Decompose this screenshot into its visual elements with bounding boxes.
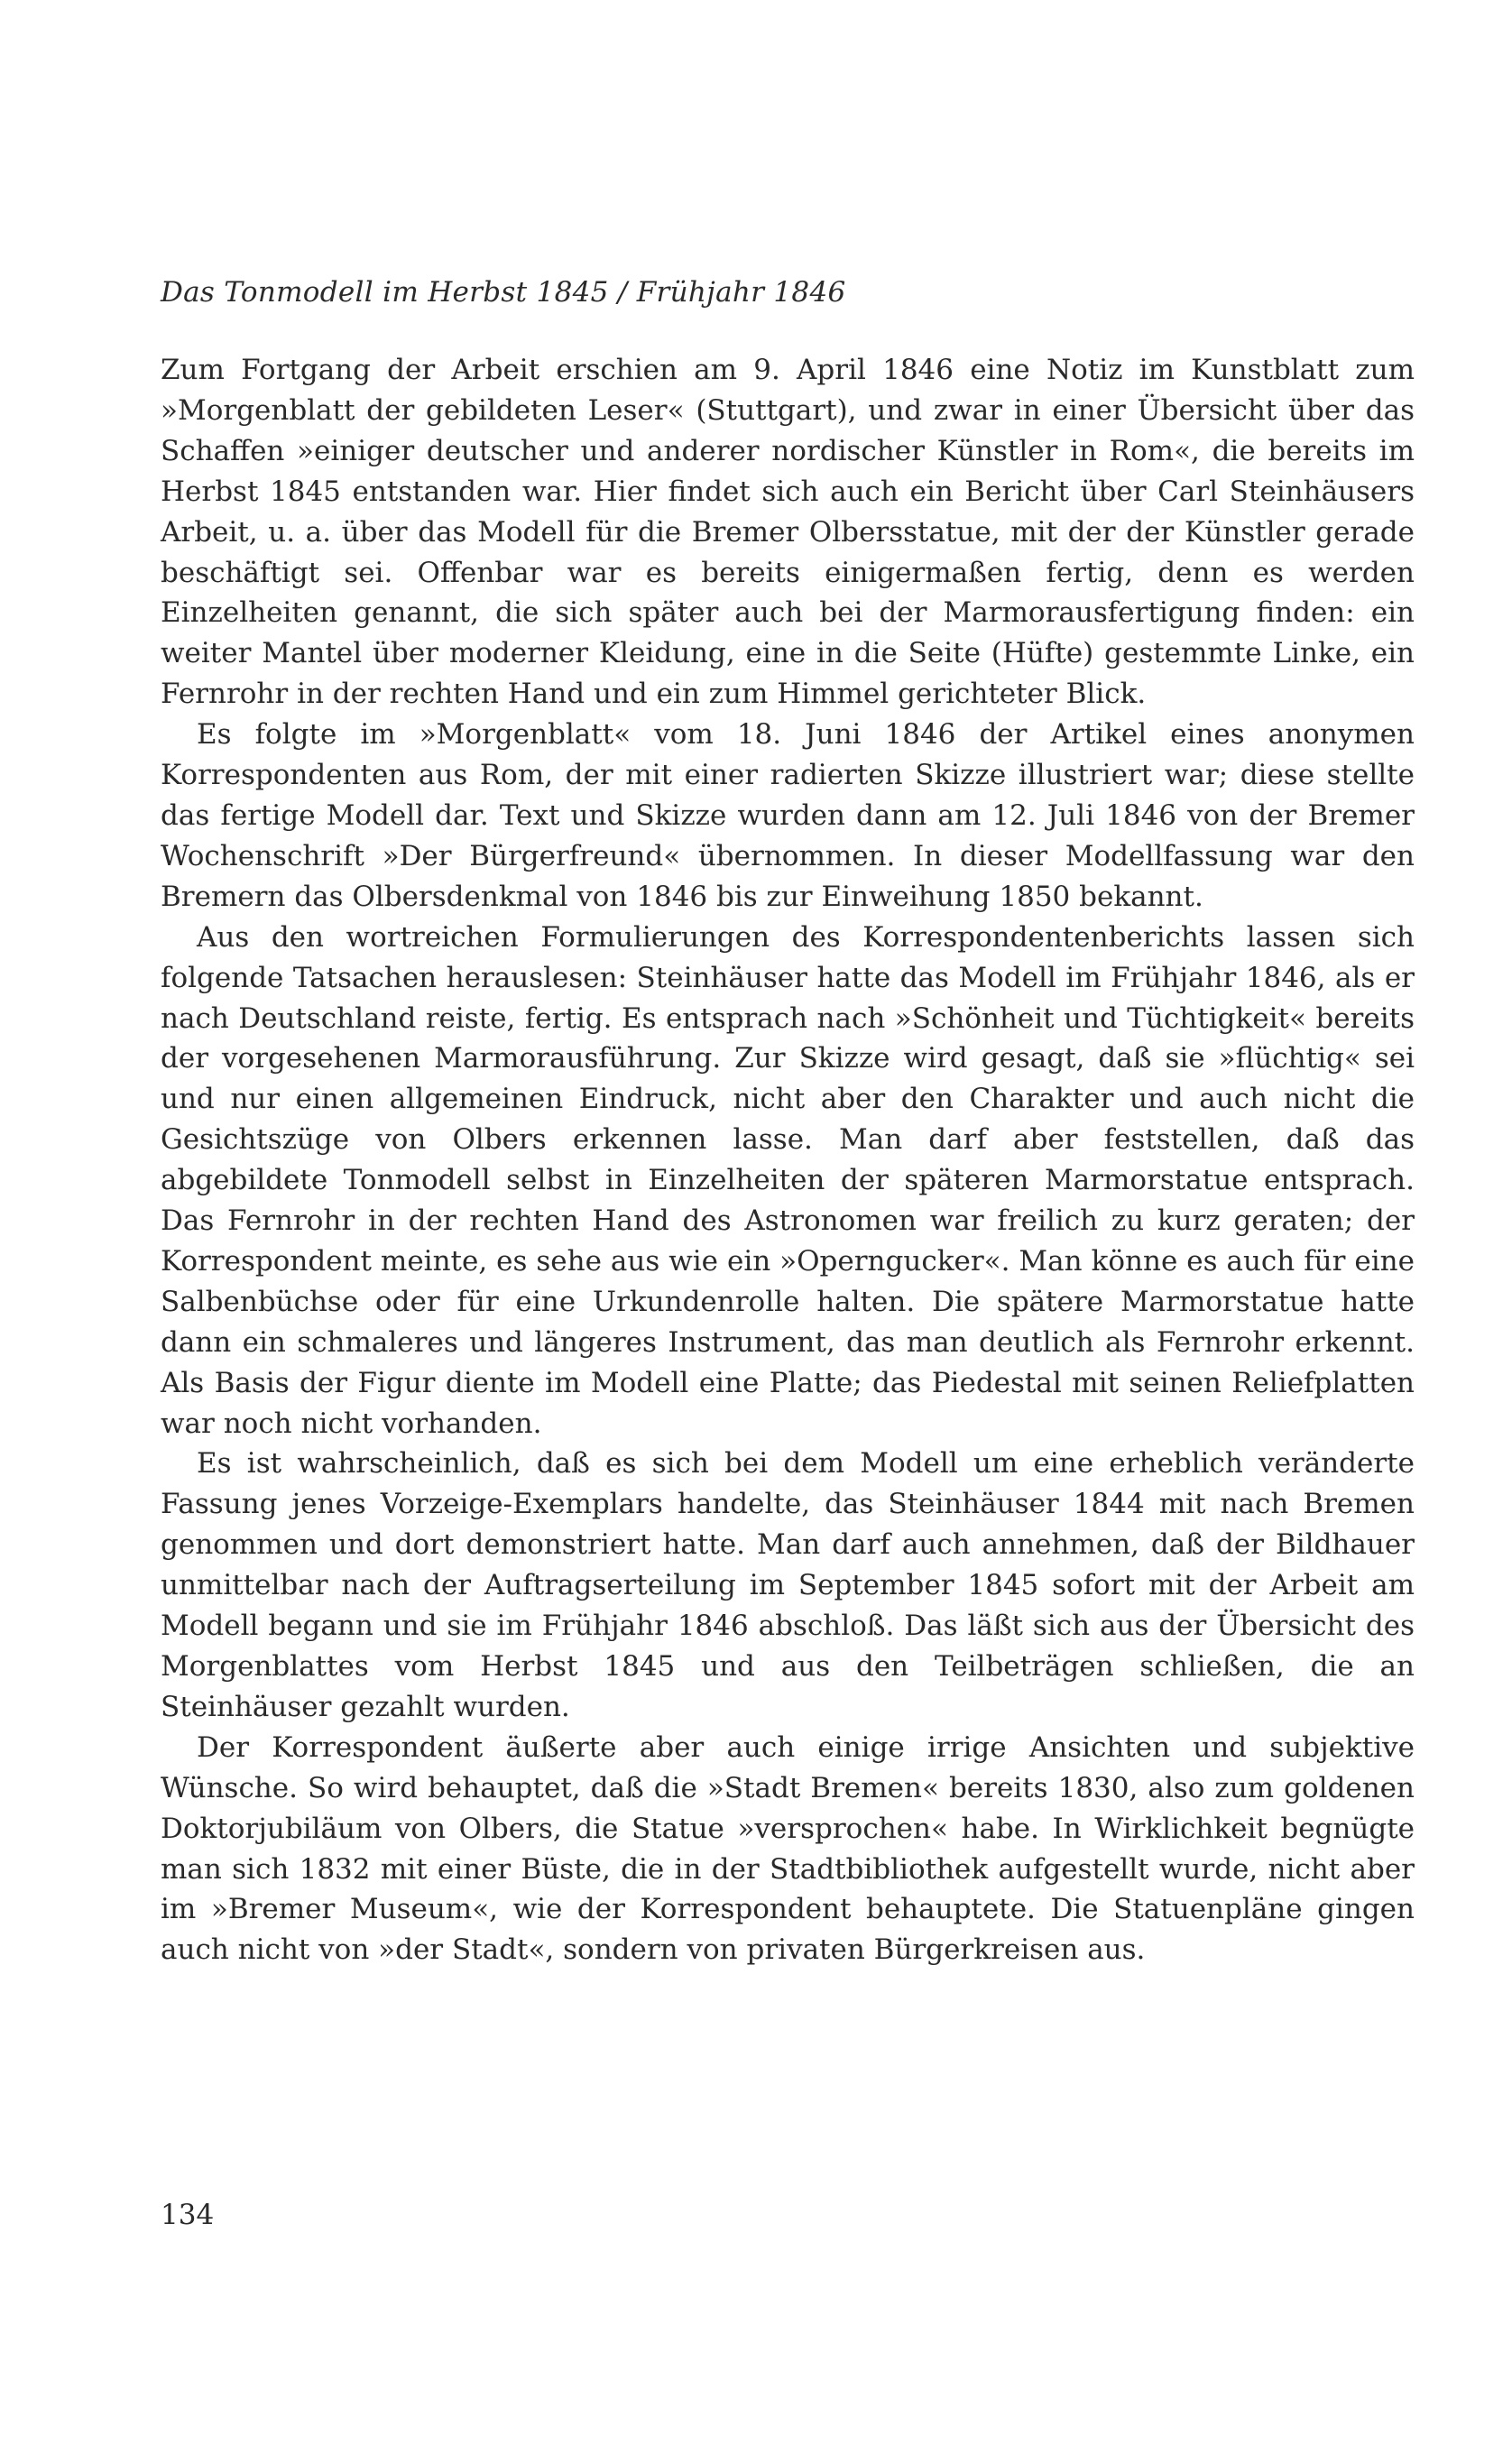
paragraph-5: Der Korrespondent äußerte aber auch einige irrige Ansichten und subjektive Wünsche. So wird behauptet, daß die »Stadt Bremen« bereits 1830, also zum goldenen Doktorjubiläum von Olbers, die Statue »versprochen« habe. In Wirklichkeit begnügte man sich 1832 mit einer Büste, die in der Stadtbibliothek aufgestellt wurde, nicht aber im »Bremer Museum«, wie der Korrespondent behauptete. Die Statuenpläne gingen auch nicht von »der Stadt«, sondern von privaten Bürgerkreisen aus.: [161, 1730, 1415, 1967]
section-title: Das Tonmodell im Herbst 1845 / Frühjahr 1846: [161, 276, 846, 309]
body-text: [161, 350, 1415, 1970]
paragraph-2: Es folgte im »Morgenblatt« vom 18. Juni 1846 der Artikel eines anonymen Korrespondenten aus Rom, der mit einer radierten Skizze illustriert war; diese stellte das fertige Modell dar. Text und Skizze wurden dann am 12. Juli 1846 von der Bremer Wochenschrift »Der Bürgerfreund« übernommen. In dieser Modellfassung war den Bremern das Olbersdenkmal von 1846 bis zur Einweihung 1850 bekannt.: [161, 718, 1415, 913]
page-number: 134: [161, 2199, 215, 2231]
paragraph-4: Es ist wahrscheinlich, daß es sich bei dem Modell um eine erheblich veränderte Fassung jenes Vorzeige-Exemplars handelte, das Steinhäuser 1844 mit nach Bremen genommen und dort demonstriert hatte. Man darf auch annehmen, daß der Bildhauer unmittelbar nach der Auftragserteilung im September 1845 sofort mit der Arbeit am Modell begann und sie im Frühjahr 1846 abschloß. Das läßt sich aus der Übersicht des Morgenblattes vom Herbst 1845 und aus den Teilbeträgen schließen, die an Steinhäuser gezahlt wurden.: [161, 1447, 1415, 1723]
paragraph-1: Zum Fortgang der Arbeit erschien am 9. April 1846 eine Notiz im Kunstblatt zum »Morgenblatt der gebildeten Leser« (Stuttgart), und zwar in einer Übersicht über das Schaffen »einiger deutscher und anderer nordischer Künstler in Rom«, die bereits im Herbst 1845 entstanden war. Hier findet sich auch ein Bericht über Carl Steinhäusers Arbeit, u. a. über das Modell für die Bremer Olbersstatue, mit der der Künstler gerade beschäftigt sei. Offenbar war es bereits einigermaßen fertig, denn es werden Einzelheiten genannt, die sich später auch bei der Marmorausfertigung finden: ein weiter Mantel über moderner Kleidung, eine in die Seite (Hüfte) gestemmte Linke, ein Fernrohr in der rechten Hand und ein zum Himmel gerichteter Blick.: [161, 354, 1415, 711]
paragraph-3: Aus den wortreichen Formulierungen des Korrespondentenberichts lassen sich folgende Tatsachen herauslesen: Steinhäuser hatte das Modell im Frühjahr 1846, als er nach Deutschland reiste, fertig. Es entsprach nach »Schönheit und Tüchtigkeit« bereits der vorgesehenen Marmorausführung. Zur Skizze wird gesagt, daß sie »flüchtig« sei und nur einen allgemeinen Eindruck, nicht aber den Charakter und auch nicht die Gesichtszüge von Olbers erkennen lasse. Man darf aber feststellen, daß das abgebildete Tonmodell selbst in Einzelheiten der späteren Marmorstatue entsprach. Das Fernrohr in der rechten Hand des Astronomen war freilich zu kurz geraten; der Korrespondent meinte, es sehe aus wie ein »Operngucker«. Man könne es auch für eine Salbenbüchse oder für eine Urkundenrolle halten. Die spätere Marmorstatue hatte dann ein schmaleres und längeres Instrument, das man deutlich als Fernrohr erkennt. Als Basis der Figur diente im Modell eine Platte; das Piedestal mit seinen Reliefplatten war noch nicht vorhanden.: [161, 920, 1415, 1440]
